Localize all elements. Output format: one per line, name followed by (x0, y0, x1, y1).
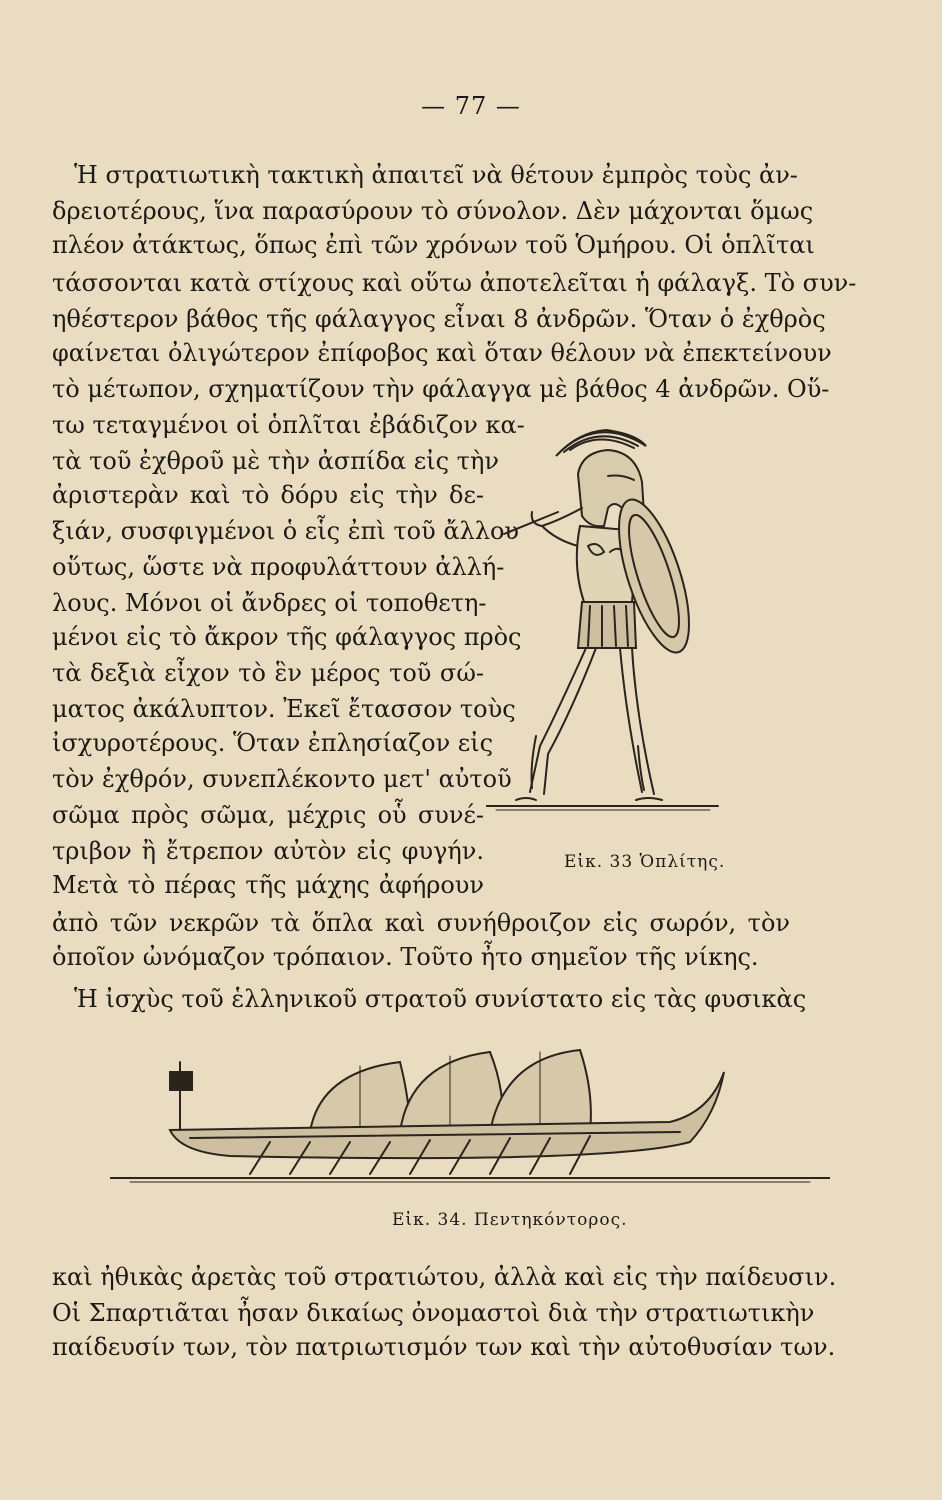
figure-33-caption: Εἰκ. 33 Ὁπλίτης. (564, 852, 726, 872)
text-line: τὸ μέτωπον, σχηματίζουν τὴν φάλαγγα μὲ βάθος 4 ἀνδρῶν. Οὕ- (52, 375, 830, 403)
text-line: Μετὰ τὸ πέρας τῆς μάχης ἀφήρουν (52, 871, 484, 899)
hoplite-illustration (486, 416, 726, 826)
text-line: καὶ ἠθικὰς ἀρετὰς τοῦ στρατιώτου, ἀλλὰ καὶ εἰς τὴν παίδευσιν. (52, 1263, 837, 1291)
text-line: ηθέστερον βάθος τῆς φάλαγγος εἶναι 8 ἀνδρῶν. Ὅταν ὁ ἐχθρὸς (52, 305, 826, 333)
text-line: οὕτως, ὥστε νὰ προφυλάττουν ἀλλή- (52, 553, 505, 581)
text-line: τω τεταγμένοι οἱ ὁπλῖται ἐβάδιζον κα- (52, 411, 525, 439)
text-line: δρειοτέρους, ἵνα παρασύρουν τὸ σύνολον. Δὲν μάχονται ὅμως (52, 197, 814, 225)
text-line: πλέον ἀτάκτως, ὅπως ἐπὶ τῶν χρόνων τοῦ Ὁμήρου. Οἱ ὁπλῖται (52, 231, 815, 259)
text-line: Ἡ ἰσχὺς τοῦ ἑλληνικοῦ στρατοῦ συνίστατο εἰς τὰς φυσικὰς (74, 985, 807, 1013)
page-number: — 77 — (421, 92, 521, 120)
text-line: ματος ἀκάλυπτον. Ἐκεῖ ἔτασσον τοὺς (52, 695, 516, 723)
text-line: τάσσονται κατὰ στίχους καὶ οὕτω ἀποτελεῖται ἡ φάλαγξ. Τὸ συν- (52, 269, 857, 297)
pentekonter-ship-illustration (110, 1032, 830, 1192)
text-line: ὁποῖον ὠνόμαζον τρόπαιον. Τοῦτο ἦτο σημεῖον τῆς νίκης. (52, 943, 759, 971)
text-line: ἀπὸ τῶν νεκρῶν τὰ ὅπλα καὶ συνήθροιζον εἰς σωρόν, τὸν (52, 909, 790, 937)
text-line: φαίνεται ὀλιγώτερον ἐπίφοβος καὶ ὅταν θέλουν νὰ ἐπεκτείνουν (52, 339, 832, 367)
text-line: τριβον ἢ ἔτρεπον αὐτὸν εἰς φυγήν. (52, 837, 484, 865)
figure-34-caption: Εἰκ. 34. Πεντηκόντορος. (392, 1210, 628, 1230)
text-line: τὸν ἐχθρόν, συνεπλέκοντο μετ' αὐτοῦ (52, 765, 512, 793)
text-line: λους. Μόνοι οἱ ἄνδρες οἱ τοποθετη- (52, 589, 487, 617)
text-line: παίδευσίν των, τὸν πατριωτισμόν των καὶ τὴν αὐτοθυσίαν των. (52, 1333, 836, 1361)
text-line: ξιάν, συσφιγμένοι ὁ εἷς ἐπὶ τοῦ ἄλλου (52, 517, 520, 545)
text-line: ἀριστερὰν καὶ τὸ δόρυ εἰς τὴν δε- (52, 481, 484, 509)
text-line: τὰ δεξιὰ εἶχον τὸ ἓν μέρος τοῦ σώ- (52, 659, 484, 687)
text-line: Οἱ Σπαρτιᾶται ἦσαν δικαίως ὀνομαστοὶ διὰ τὴν στρατιωτικὴν (52, 1299, 815, 1327)
text-line: ἰσχυροτέρους. Ὅταν ἐπλησίαζον εἰς (52, 729, 494, 757)
text-line: Ἡ στρατιωτικὴ τακτικὴ ἀπαιτεῖ νὰ θέτουν ἐμπρὸς τοὺς ἀν- (74, 161, 798, 189)
text-line: μένοι εἰς τὸ ἄκρον τῆς φάλαγγος πρὸς (52, 623, 522, 651)
text-line: σῶμα πρὸς σῶμα, μέχρις οὗ συνέ- (52, 801, 484, 829)
text-line: τὰ τοῦ ἐχθροῦ μὲ τὴν ἀσπίδα εἰς τὴν (52, 447, 499, 475)
